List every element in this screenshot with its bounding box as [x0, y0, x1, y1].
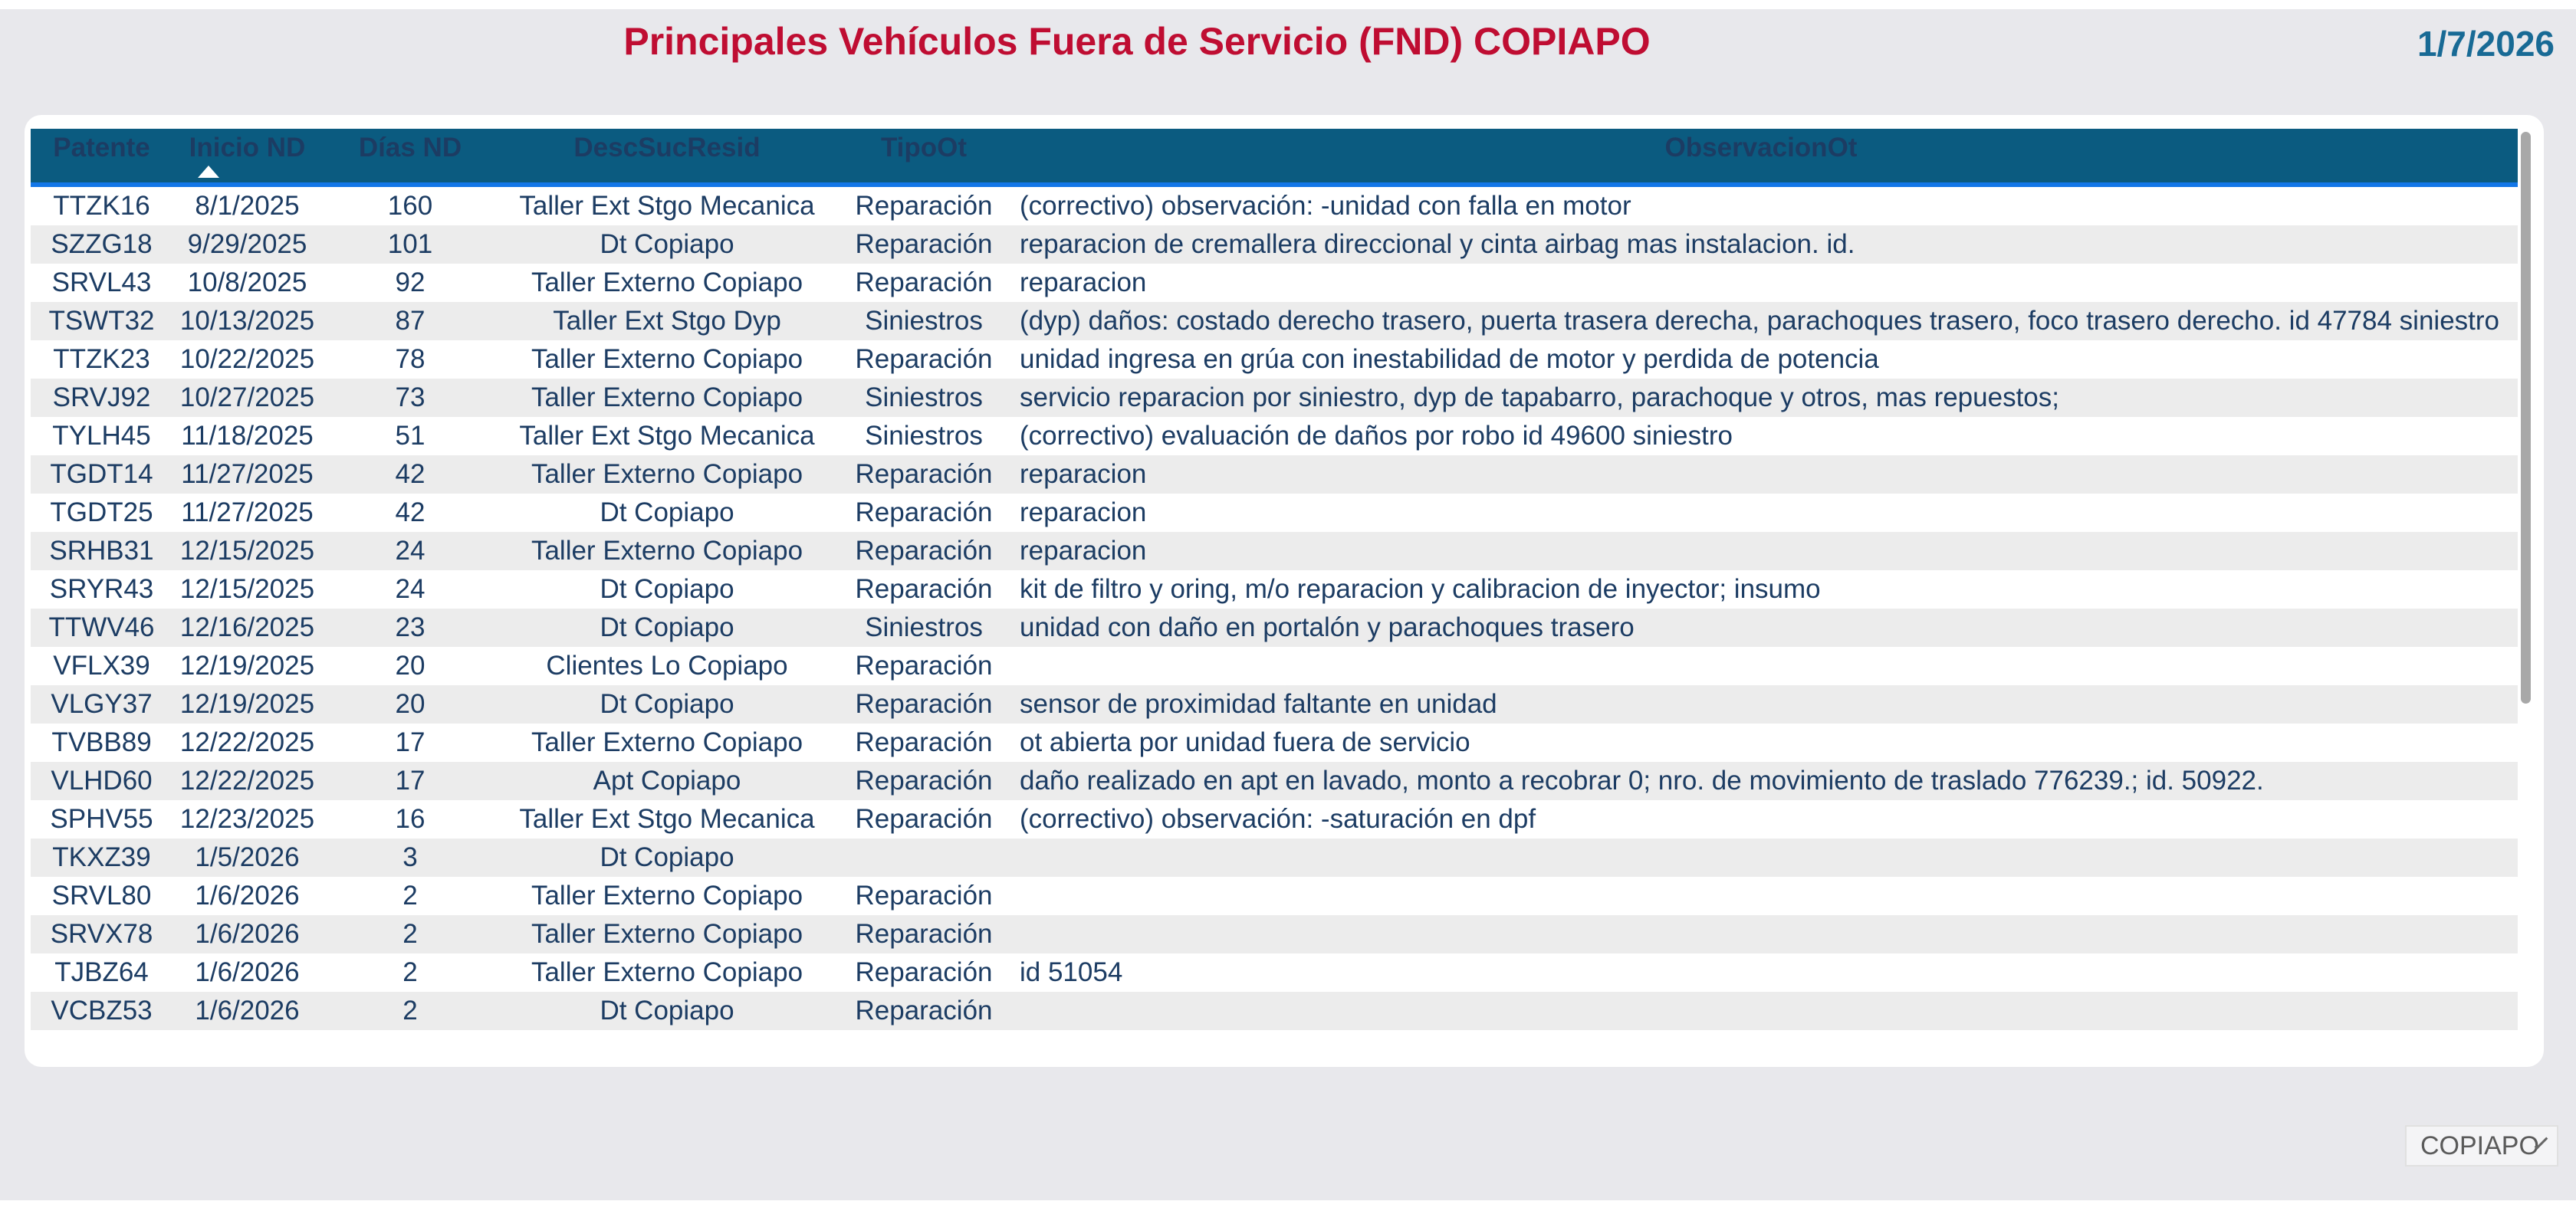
cell-desc: Dt Copiapo [600, 229, 734, 259]
cell-inicio: 1/6/2026 [195, 881, 300, 911]
table-row[interactable] [31, 992, 2518, 1030]
cell-patente: TTZK23 [53, 344, 150, 374]
column-header-descsucresid[interactable]: DescSucResid [573, 133, 761, 162]
cell-tipo: Reparación [855, 536, 993, 566]
cell-patente: TGDT25 [50, 497, 153, 527]
cell-patente: SZZG18 [51, 229, 153, 259]
cell-obs: reparacion [1020, 267, 1147, 297]
cell-obs: ot abierta por unidad fuera de servicio [1020, 727, 1470, 757]
cell-patente: TYLH45 [52, 421, 151, 451]
cell-inicio: 12/19/2025 [179, 689, 315, 719]
table-row[interactable] [31, 264, 2518, 302]
column-header-tipoot[interactable]: TipoOt [880, 133, 968, 162]
cell-obs: unidad ingresa en grúa con inestabilidad de motor y perdida de potencia [1020, 344, 1879, 374]
cell-inicio: 10/22/2025 [179, 344, 315, 374]
cell-inicio: 8/1/2025 [195, 191, 300, 221]
table-row[interactable] [31, 953, 2518, 992]
region-selector-dropdown[interactable] [2405, 1125, 2558, 1167]
cell-desc: Dt Copiapo [600, 842, 734, 872]
cell-desc: Taller Ext Stgo Mecanica [519, 804, 815, 834]
cell-patente: TVBB89 [51, 727, 152, 757]
cell-desc: Dt Copiapo [600, 497, 734, 527]
report-date: 1/7/2026 [2417, 24, 2555, 64]
cell-obs: unidad con daño en portalón y parachoques trasero [1020, 612, 1635, 642]
table-row[interactable] [31, 724, 2518, 762]
cell-patente: SRVX78 [50, 919, 153, 949]
cell-tipo: Reparación [855, 229, 993, 259]
cell-dias: 73 [395, 382, 426, 412]
cell-obs: reparacion [1020, 536, 1147, 566]
cell-tipo: Reparación [855, 344, 993, 374]
table-row[interactable] [31, 532, 2518, 570]
cell-dias: 16 [395, 804, 426, 834]
cell-patente: TJBZ64 [54, 957, 149, 987]
cell-dias: 2 [402, 881, 418, 911]
table-row[interactable] [31, 800, 2518, 839]
cell-patente: TKXZ39 [52, 842, 151, 872]
cell-desc: Apt Copiapo [593, 766, 741, 796]
cell-inicio: 1/5/2026 [195, 842, 300, 872]
table-row[interactable] [31, 877, 2518, 915]
cell-tipo: Reparación [855, 651, 993, 681]
table-row[interactable] [31, 915, 2518, 953]
cell-desc: Dt Copiapo [600, 996, 734, 1026]
cell-inicio: 11/27/2025 [181, 459, 314, 489]
cell-dias: 160 [387, 191, 433, 221]
cell-inicio: 1/6/2026 [195, 957, 300, 987]
cell-tipo: Reparación [855, 766, 993, 796]
cell-obs [1012, 915, 2518, 953]
cell-desc: Taller Externo Copiapo [531, 459, 803, 489]
cell-inicio: 12/22/2025 [179, 727, 315, 757]
cell-patente: SRVL43 [51, 267, 152, 297]
cell-inicio: 12/15/2025 [179, 574, 315, 604]
cell-patente: TTZK16 [53, 191, 150, 221]
cell-tipo: Reparación [855, 574, 993, 604]
cell-patente: SRVL80 [51, 881, 152, 911]
table-row[interactable] [31, 570, 2518, 609]
cell-dias: 17 [395, 727, 426, 757]
cell-tipo: Reparación [855, 727, 993, 757]
cell-tipo [836, 839, 1012, 877]
cell-obs: daño realizado en apt en lavado, monto a recobrar 0; nro. de movimiento de traslado 776239.; id. 50922. [1020, 766, 2264, 796]
cell-dias: 17 [395, 766, 426, 796]
cell-obs: reparacion [1020, 459, 1147, 489]
cell-inicio: 1/6/2026 [195, 919, 300, 949]
cell-obs [1012, 877, 2518, 915]
table-row[interactable] [31, 455, 2518, 494]
cell-tipo: Reparación [855, 996, 993, 1026]
cell-dias: 51 [395, 421, 426, 451]
cell-desc: Dt Copiapo [600, 612, 734, 642]
cell-tipo: Reparación [855, 804, 993, 834]
cell-patente: VLGY37 [51, 689, 153, 719]
cell-obs: (dyp) daños: costado derecho trasero, puerta trasera derecha, parachoques trasero, foco trasero derecho. id 47784 siniestro [1020, 306, 2500, 336]
cell-patente: SRVJ92 [52, 382, 151, 412]
bottom-edge [0, 1200, 2576, 1211]
cell-patente: TGDT14 [50, 459, 153, 489]
cell-inicio: 11/18/2025 [181, 421, 314, 451]
cell-tipo: Siniestros [865, 306, 983, 336]
table-row[interactable] [31, 762, 2518, 800]
column-header-observacionot[interactable]: ObservacionOt [1664, 133, 1858, 162]
page-title: Principales Vehículos Fuera de Servicio (FND) COPIAPO [623, 20, 1651, 63]
cell-tipo: Reparación [855, 459, 993, 489]
cell-obs: reparacion de cremallera direccional y cinta airbag mas instalacion. id. [1020, 229, 1855, 259]
table-row[interactable] [31, 494, 2518, 532]
cell-desc: Taller Externo Copiapo [531, 919, 803, 949]
cell-patente: VFLX39 [53, 651, 150, 681]
cell-obs: sensor de proximidad faltante en unidad [1020, 689, 1497, 719]
cell-inicio: 12/23/2025 [179, 804, 315, 834]
cell-obs [1012, 992, 2518, 1030]
cell-obs: reparacion [1020, 497, 1147, 527]
column-header-dias-nd[interactable]: Días ND [358, 133, 462, 162]
cell-patente: SRHB31 [49, 536, 154, 566]
cell-tipo: Reparación [855, 689, 993, 719]
cell-dias: 2 [402, 919, 418, 949]
table-row[interactable] [31, 302, 2518, 340]
cell-dias: 3 [402, 842, 418, 872]
table-row[interactable] [31, 839, 2518, 877]
cell-obs: servicio reparacion por siniestro, dyp de tapabarro, parachoque y otros, mas repuestos; [1020, 382, 2059, 412]
cell-dias: 2 [402, 957, 418, 987]
cell-tipo: Siniestros [865, 382, 983, 412]
cell-inicio: 11/27/2025 [181, 497, 314, 527]
cell-obs [1012, 647, 2518, 685]
cell-patente: SRYR43 [49, 574, 154, 604]
cell-desc: Taller Ext Stgo Mecanica [519, 421, 815, 451]
cell-tipo: Reparación [855, 919, 993, 949]
cell-obs: (correctivo) observación: -saturación en dpf [1020, 804, 1536, 834]
cell-patente: VLHD60 [51, 766, 153, 796]
cell-tipo: Siniestros [865, 421, 983, 451]
cell-tipo: Reparación [855, 191, 993, 221]
cell-inicio: 12/16/2025 [179, 612, 315, 642]
cell-patente: SPHV55 [50, 804, 153, 834]
table-body [31, 187, 2518, 1030]
cell-obs: kit de filtro y oring, m/o reparacion y calibracion de inyector; insumo [1020, 574, 1821, 604]
cell-tipo: Reparación [855, 881, 993, 911]
table-row[interactable] [31, 187, 2518, 225]
cell-desc: Taller Ext Stgo Mecanica [519, 191, 815, 221]
vertical-scrollbar[interactable] [2521, 132, 2531, 704]
cell-inicio: 1/6/2026 [195, 996, 300, 1026]
cell-dias: 78 [395, 344, 426, 374]
cell-inicio: 12/22/2025 [179, 766, 315, 796]
region-selector-value: COPIAPO [2420, 1131, 2539, 1160]
cell-inicio: 12/19/2025 [179, 651, 315, 681]
cell-desc: Taller Externo Copiapo [531, 957, 803, 987]
cell-tipo: Siniestros [865, 612, 983, 642]
cell-inicio: 9/29/2025 [187, 229, 307, 259]
cell-inicio: 10/27/2025 [179, 382, 315, 412]
cell-dias: 101 [387, 229, 433, 259]
cell-tipo: Reparación [855, 267, 993, 297]
cell-dias: 20 [395, 689, 426, 719]
cell-tipo: Reparación [855, 497, 993, 527]
cell-dias: 2 [402, 996, 418, 1026]
cell-inicio: 10/13/2025 [179, 306, 315, 336]
cell-tipo: Reparación [855, 957, 993, 987]
cell-patente: VCBZ53 [51, 996, 153, 1026]
table-row[interactable] [31, 609, 2518, 647]
cell-desc: Dt Copiapo [600, 574, 734, 604]
cell-dias: 23 [395, 612, 426, 642]
table-row[interactable] [31, 647, 2518, 685]
cell-patente: TTWV46 [48, 612, 155, 642]
cell-inicio: 12/15/2025 [179, 536, 315, 566]
cell-desc: Taller Externo Copiapo [531, 536, 803, 566]
cell-dias: 24 [395, 536, 426, 566]
cell-dias: 87 [395, 306, 426, 336]
cell-inicio: 10/8/2025 [187, 267, 307, 297]
table-row[interactable] [31, 417, 2518, 455]
cell-obs: (correctivo) evaluación de daños por robo id 49600 siniestro [1020, 421, 1733, 451]
column-header-inicio-nd[interactable]: Inicio ND [189, 133, 306, 162]
cell-desc: Taller Externo Copiapo [531, 727, 803, 757]
cell-dias: 24 [395, 574, 426, 604]
cell-desc: Clientes Lo Copiapo [546, 651, 788, 681]
cell-patente: TSWT32 [48, 306, 155, 336]
cell-dias: 42 [395, 459, 426, 489]
cell-dias: 92 [395, 267, 426, 297]
cell-dias: 20 [395, 651, 426, 681]
cell-desc: Taller Externo Copiapo [531, 382, 803, 412]
table-row[interactable] [31, 379, 2518, 417]
sort-ascending-icon [198, 166, 219, 178]
cell-dias: 42 [395, 497, 426, 527]
cell-desc: Dt Copiapo [600, 689, 734, 719]
cell-obs [1012, 839, 2518, 877]
table-row[interactable] [31, 340, 2518, 379]
cell-desc: Taller Externo Copiapo [531, 881, 803, 911]
table-header [31, 129, 2518, 182]
cell-obs: (correctivo) observación: -unidad con falla en motor [1020, 191, 1631, 221]
cell-desc: Taller Ext Stgo Dyp [553, 306, 781, 336]
cell-obs: id 51054 [1020, 957, 1123, 987]
cell-desc: Taller Externo Copiapo [531, 344, 803, 374]
table-row[interactable] [31, 225, 2518, 264]
column-header-patente[interactable]: Patente [53, 133, 150, 162]
table-row[interactable] [31, 685, 2518, 724]
cell-desc: Taller Externo Copiapo [531, 267, 803, 297]
